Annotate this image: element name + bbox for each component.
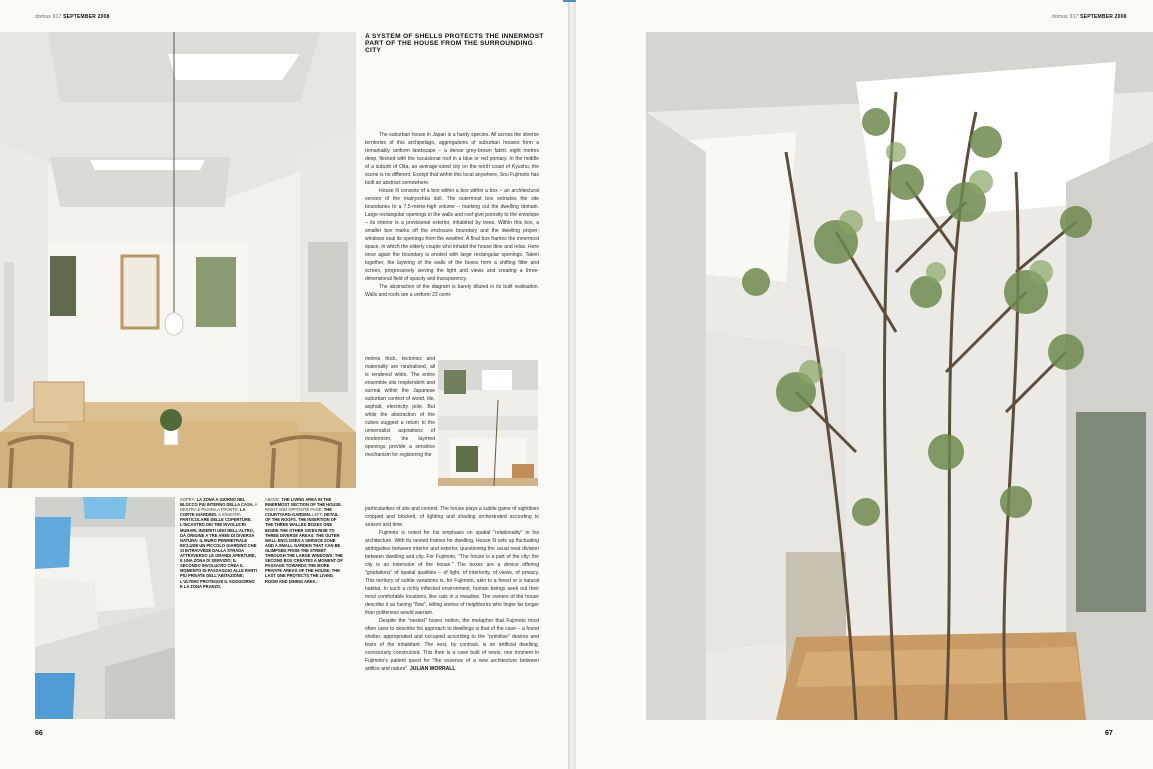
caption-mid: A SINISTRA: bbox=[218, 512, 242, 518]
body-paragraph: The abstraction of the diagram is barely diluted in its built realisation. Walls and roofs are a uniform 22 centi- bbox=[365, 284, 539, 298]
caption-head: PARTICOLARE DELLE COPERTURE. L'INCASTRO DEI TRE INVOLUCRI MURARI, INSERITI UNO NELL'ALTRO, DÀ ORIGINE A TRE AREE DI DIVERSA NATURA: IL MURO PERIMETRALE INCLUDE UN PICCOLO GIARDINO CHE SI INTRAVVEDE DALLA STRADA ATTRAVERSO LE GRANDI APERTURE, E UNA ZONA DI SERVIZIO; IL SECONDO INVOLUCRO CREA IL MOMENTO DI PASSAGGIO ALLE PARTI PIÙ PRIVATE DELL'ABITAZIONE; L'ULTIMO PROTEGGE IL SOGGIORNO E LA ZONA PRANZO. bbox=[180, 517, 257, 589]
issue-date: SEPTEMBER 2008 bbox=[1080, 14, 1127, 20]
author-byline: JULIAN WORRALL bbox=[410, 666, 456, 672]
publication-name: domus 917 bbox=[1052, 14, 1079, 20]
body-text-top bbox=[365, 131, 539, 299]
caption-head: THE COURTYARD-GARDEN. bbox=[265, 507, 332, 518]
caption-head: THE LIVING AREA IN THE INNERMOST SECTION OF THE HOUSE. bbox=[265, 497, 342, 508]
caption-mid: LEFT: bbox=[312, 512, 323, 518]
page-number-left: 66 bbox=[35, 730, 43, 737]
body-paragraph: Fujimoto is noted for his emphasis on spatial "relationality" in his architecture. With its nested frames for dwelling, House N sets up fluctuating ambiguities between interior and exterior, questioning the usual neat division between dwelling and city. For Fujimoto, "The house is a part of the city; the city is an extension of the house." The boxes are a device offering "gradations" of spatial qualities – of light, of interiority, of views, of privacy. This territory of subtle variations is, for Fujimoto, akin to a forest or a natural habitat. In such a richly inflected environment, human beings seek out their most comfortable locations, like cats in a meadow. The owners of the house describe it as having "flow", telling stories of neighbours who linger far longer than politeness would warrant. bbox=[365, 530, 539, 616]
body-paragraph: House N consists of a box within a box within a box – an architectural version of the matryoshka doll. The outermost box extrudes the site boundaries to a 7.5-metre-high volume – marking out the dwelling domain. Large rectangular openings in the walls and roof give porosity to the envelope – its interior is a provisional exterior, inhabited by trees. Within this box, a smaller box marks off the enclosure boundary and the dwelling proper; windows seal its openings from the weather. A final box frames the innermost space, in which the elderly couple who inhabit the house dine and relax. Here once again the boundary is eroded with large rectangular openings. Taken together, the layering of the walls of the boxes form a shifting filter and screen, progressively sieving the light and views and creating a three-dimensional field of opacity and transparency. bbox=[365, 188, 539, 282]
caption-head: DETAIL OF THE ROOFS. THE INSERTION OF THE THREE WALLED BOXES ONE INSIDE THE OTHER GIVES RISE TO THREE DIVERSE AREAS: THE OUTER WALL ENCLOSES A SERVICE ZONE AND A SMALL GARDEN THAT CAN BE GLIMPSED FROM THE STREET THROUGH THE LARGE WINDOWS; THE SECOND BOX CREATES A MOMENT OF PASSAGE TOWARDS THE MORE PRIVATE AREAS OF THE HOUSE; THE LAST ONE PROTECTS THE LIVING ROOM AND DINING AREA. bbox=[265, 512, 344, 584]
body-paragraph: metres thick, tectonics and materiality are neutralised, all is rendered white. The entire ensemble sits resplendent and surreal within the Japanese suburban context of wood, tile, asphalt, electricity pole. But while the abstraction of the cubes suggest a return to the universalist aspirations of modernism, the layered openings provide a sensitive mechanism for registering the bbox=[365, 356, 435, 458]
body-text-bottom bbox=[365, 505, 539, 673]
caption-head: LA CORTE-GIARDINO. bbox=[180, 507, 246, 518]
caption-head: LA ZONA A GIORNO NEL BLOCCO PIÙ INTERNO DELLA CASA. bbox=[180, 497, 254, 508]
publication-name: domus 917 bbox=[35, 14, 62, 20]
caption-english bbox=[265, 497, 345, 584]
body-paragraph: particularities of site and context. The house plays a subtle game of sightlines cropped and blocked, of lighting and shading orchestrated according to season and time. bbox=[365, 506, 539, 528]
caption-italian bbox=[180, 497, 258, 589]
roof-detail-photo bbox=[35, 497, 175, 719]
body-paragraph: Despite the "nested" boxes notion, the metaphor that Fujimoto most often uses to describe his approach to dwellings is that of the cave – a found shelter, appropriated and occupied according to the "primitive" desires and fears of the inhabitant. The nest, by contrast, is an artificial dwelling, consciously constructed. This then is a cave built of nests, one moment in Fujimoto's patient quest for "the essence of a new architecture between artifice and nature". bbox=[365, 618, 539, 672]
courtyard-inset-photo bbox=[438, 360, 538, 486]
courtyard-garden-photo bbox=[646, 32, 1153, 720]
living-area-photo bbox=[0, 32, 356, 488]
body-text-wrap bbox=[365, 355, 435, 459]
issue-date: SEPTEMBER 2008 bbox=[63, 14, 110, 20]
body-paragraph: The suburban house in Japan is a hardy species. All across the diverse territories of this archipelago, aggregations of suburban houses form a remarkably uniform landscape – a dense grey-brown fabric eight metres deep, flecked with the occasional roof in a blue or red primary. In the middle of a suburb of Oita, an average-sized city on the north coast of Kyushu, the scene is no different. Except that within this local anywhere, Sou Fujimoto has built an abstract somewhere. bbox=[365, 132, 539, 186]
page-number-right: 67 bbox=[1105, 730, 1113, 737]
caption-mid: RIGHT AND OPPOSITE PAGE: bbox=[265, 507, 323, 513]
caption-mid: A DESTRA E PAGINA A FRONTE: bbox=[180, 502, 258, 513]
caption-lead: ABOVE: bbox=[265, 497, 281, 502]
running-header-right bbox=[1052, 14, 1127, 20]
caption-lead: SOPRA: bbox=[180, 497, 196, 502]
article-headline: A SYSTEM OF SHELLS PROTECTS THE INNERMOST PART OF THE HOUSE FROM THE SURROUNDING CITY bbox=[365, 33, 544, 54]
page-gutter bbox=[568, 0, 576, 769]
left-page bbox=[0, 0, 568, 769]
running-header-left bbox=[35, 14, 110, 20]
